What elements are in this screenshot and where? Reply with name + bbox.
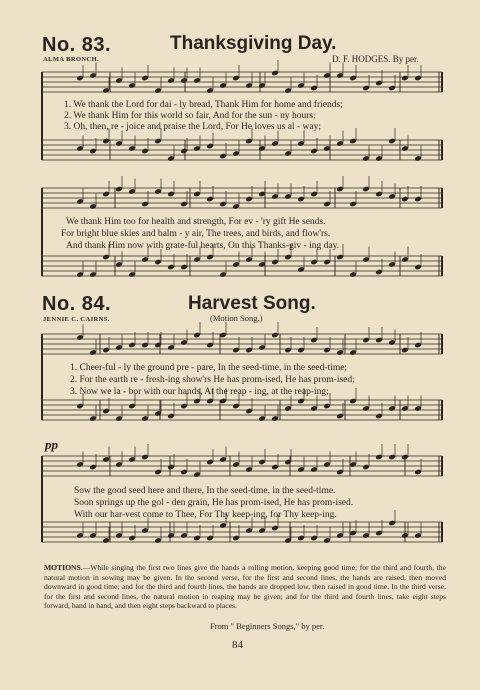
hymn-84-verse-1-line-2: Sow the good seed here and there, In the seed-time, in the seed-time. (74, 486, 336, 496)
hymn-83-verse-3-line-2: And thank Him now with grate-ful hearts, On this Thanks-giv - ing day. (66, 241, 340, 251)
dynamic-marking: pp (45, 437, 58, 452)
hymn-84-author: JENNIE C. CAIRNS. (43, 316, 110, 323)
hymn-83-author: ALMA BRONCH. (43, 56, 100, 63)
hymn-83-verse-1-line-2: We thank Him too for health and strength, For ev - 'ry gift He sends. (66, 217, 326, 227)
motions-instructions (44, 563, 446, 611)
hymn-83-number: No. 83. (42, 34, 112, 56)
hymn-84-verse-2-line-1: 2. For the earth re - fresh-ing show'rs He has prom-ised, He has prom-ised; (70, 375, 355, 385)
hymn-83-verse-2-line-1: 2. We thank Him for this world so fair, And for the sun - ny hours; (64, 111, 316, 121)
hymn-84-title: Harvest Song. (188, 293, 316, 314)
page-number: 84 (232, 639, 243, 651)
hymn-84-verse-3-line-1: 3. Now we la - bor with our hands, At the reap - ing, at the reap-ing; (70, 387, 329, 397)
source-credit: From " Beginners Songs," by per. (210, 621, 325, 631)
hymn-84-number: No. 84. (42, 293, 112, 315)
hymn-83-verse-1-line-1: 1. We thank the Lord for dai - ly bread, Thank Him for home and friends; (64, 100, 343, 110)
hymn-83-verse-2-line-2: For bright blue skies and balm - y air, The trees, and birds, and flow'rs. (61, 229, 331, 239)
hymn-83-title: Thanksgiving Day. (170, 33, 337, 54)
hymn-84-verse-1-line-1: 1. Cheer-ful - ly the ground pre - pare, In the seed-time, in the seed-time; (70, 363, 348, 373)
motions-text: —While singing the first two lines give the hands a rolling motion, keeping good time; for the third and fourth, the natural motion in sowing may be given. In the second verse, for the first and second lines, the hands are raised, then moved downward in good time; and for the third and fourth lines, the hands are dropped low, then raised in good time. In the third verse, for the first and second lines, the natural motion in reaping may be given; and for the third and fourth lines, take eight steps forward, hand in hand, and then eight steps backward to places. (44, 563, 446, 610)
hymn-84-verse-3-line-2: With our har-vest come to Thee, For Thy keep-ing, for Thy keep-ing. (74, 510, 337, 520)
hymn-83-verse-3-line-1: 3. Oh, then, re - joice and praise the Lord, For He loves us al - way; (64, 122, 321, 132)
motions-label: MOTIONS. (44, 563, 83, 572)
hymn-84-verse-2-line-2: Soon springs up the gol - den grain, He has prom-ised, He has prom-ised. (74, 498, 354, 508)
hymn-84-subtitle: (Motion Song.) (210, 313, 263, 323)
hymn-83-composer: D. F. HODGES. By per. (332, 54, 419, 64)
